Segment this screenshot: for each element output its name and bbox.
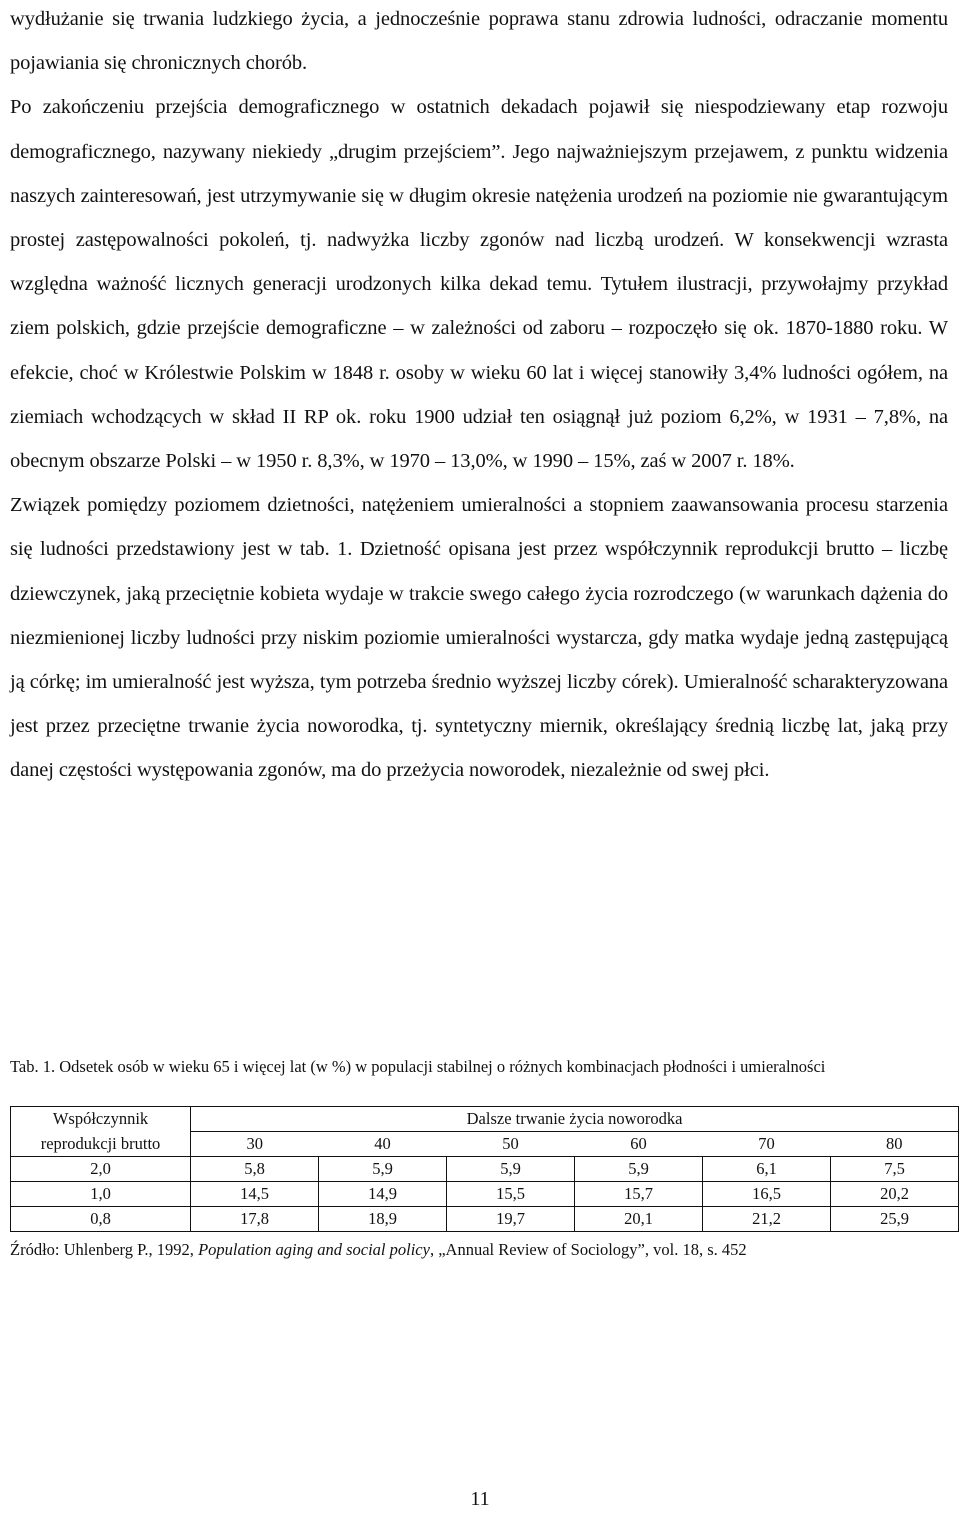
column-header: 40 <box>319 1132 447 1157</box>
data-table <box>10 1106 959 1232</box>
table-row <box>11 1182 959 1207</box>
row-label: 2,0 <box>11 1157 191 1182</box>
table-cell: 17,8 <box>191 1207 319 1232</box>
table-cell: 7,5 <box>831 1157 959 1182</box>
table-row <box>11 1157 959 1182</box>
source-title: Population aging and social policy <box>198 1240 430 1259</box>
table-header-row-1 <box>11 1107 959 1132</box>
table-source <box>10 1237 955 1262</box>
table-cell: 16,5 <box>703 1182 831 1207</box>
table-cell: 21,2 <box>703 1207 831 1232</box>
column-header: 50 <box>447 1132 575 1157</box>
source-suffix: , „Annual Review of Sociology”, vol. 18, s. 452 <box>429 1240 747 1259</box>
table-cell: 14,5 <box>191 1182 319 1207</box>
table-cell: 15,5 <box>447 1182 575 1207</box>
table-cell: 20,2 <box>831 1182 959 1207</box>
paragraph-2: Po zakończeniu przejścia demograficznego w ostatnich dekadach pojawił się niespodziewany etap rozwoju demograficznego, nazywany niekiedy „drugim przejściem”. Jego najważniejszym przejawem, z punktu widzenia naszych zainteresowań, jest utrzymywanie się w długim okresie natężenia urodzeń na poziomie nie gwarantującym prostej zastępowalności pokoleń, tj. nadwyżka liczby zgonów nad liczbą urodzeń. W konsekwencji wzrasta względna ważność licznych generacji urodzonych kilka dekad temu. Tytułem ilustracji, przywołajmy przykład ziem polskich, gdzie przejście demograficzne – w zależności od zaboru – rozpoczęło się ok. 1870-1880 roku. W efekcie, choć w Królestwie Polskim w 1848 r. osoby w wieku 60 lat i więcej stanowiły 3,4% ludności ogółem, na ziemiach wchodzących w skład II RP ok. roku 1900 udział ten osiągnął już poziom 6,2%, w 1931 – 7,8%, na obecnym obszarze Polski – w 1950 r. 8,3%, w 1970 – 13,0%, w 1990 – 15%, zaś w 2007 r. 18%. <box>10 96 948 473</box>
column-header: 80 <box>831 1132 959 1157</box>
paragraph-3: Związek pomiędzy poziomem dzietności, natężeniem umieralności a stopniem zaawansowania procesu starzenia się ludności przedstawiony jest w tab. 1. Dzietność opisana jest przez współczynnik reprodukcji brutto – liczbę dziewczynek, jaką przeciętnie kobieta wydaje w trakcie swego całego życia rozrodczego (w warunkach dążenia do niezmienionej liczby ludności przy niskim poziomie umieralności wystarcza, gdy matka wydaje jedną zastępującą ją córkę; im umieralność jest wyższa, tym potrzeba średnio wyższej liczby córek). Umieralność scharakteryzowana jest przez przeciętne trwanie życia noworodka, tj. syntetyczny miernik, określający średnią liczbę lat, jaką przy danej częstości występowania zgonów, ma do przeżycia noworodek, niezależnie od swej płci. <box>10 494 948 782</box>
paragraph-1: wydłużanie się trwania ludzkiego życia, a jednocześnie poprawa stanu zdrowia ludności, odraczanie momentu pojawiania się chronicznych chorób. <box>10 8 948 75</box>
row-header-line2: reprodukcji brutto <box>11 1132 191 1157</box>
source-prefix: Źródło: Uhlenberg P., 1992, <box>10 1240 199 1259</box>
table-cell: 5,9 <box>575 1157 703 1182</box>
table-cell: 6,1 <box>703 1157 831 1182</box>
table-cell: 5,8 <box>191 1157 319 1182</box>
table-cell: 25,9 <box>831 1207 959 1232</box>
row-label: 1,0 <box>11 1182 191 1207</box>
table-cell: 18,9 <box>319 1207 447 1232</box>
body-text <box>10 0 948 793</box>
table-cell: 5,9 <box>447 1157 575 1182</box>
column-header: 30 <box>191 1132 319 1157</box>
table-row <box>11 1207 959 1232</box>
row-label: 0,8 <box>11 1207 191 1232</box>
row-header-line1: Współczynnik <box>11 1107 191 1132</box>
col-group-header: Dalsze trwanie życia noworodka <box>191 1107 959 1132</box>
table-cell: 14,9 <box>319 1182 447 1207</box>
table-cell: 19,7 <box>447 1207 575 1232</box>
page-number: 11 <box>470 1488 490 1510</box>
column-header: 60 <box>575 1132 703 1157</box>
table-cell: 20,1 <box>575 1207 703 1232</box>
table-caption: Tab. 1. Odsetek osób w wieku 65 i więcej lat (w %) w populacji stabilnej o różnych kombinacjach płodności i umieralności <box>10 1057 826 1076</box>
table-cell: 5,9 <box>319 1157 447 1182</box>
table-cell: 15,7 <box>575 1182 703 1207</box>
column-header: 70 <box>703 1132 831 1157</box>
table-header-row-2 <box>11 1132 959 1157</box>
